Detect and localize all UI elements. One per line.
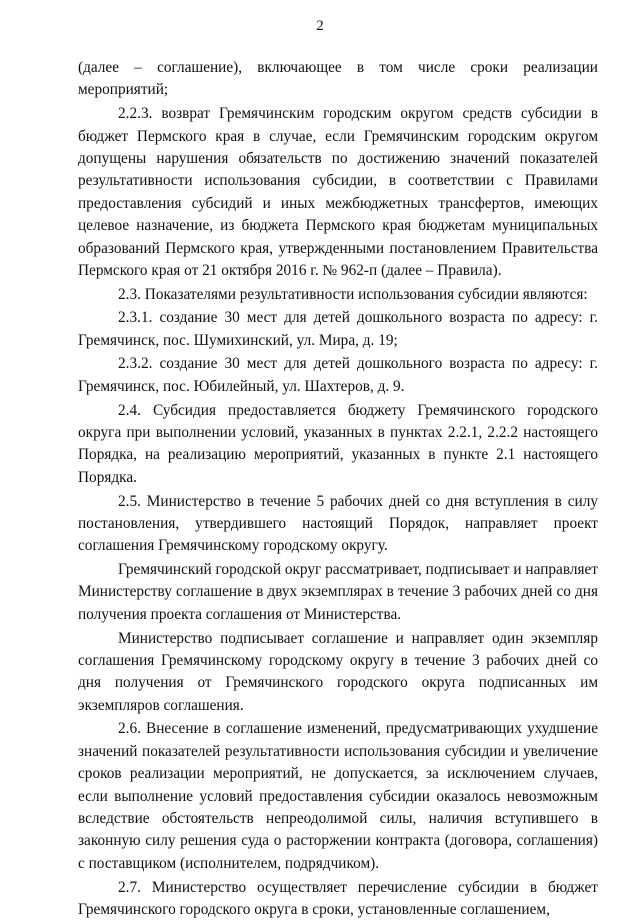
paragraph-continuation: (далее – соглашение), включающее в том числе сроки реализации мероприятий; <box>78 59 598 99</box>
paragraph-2-3-1: 2.3.1. создание 30 мест для детей дошкольного возраста по адресу: г. Гремячинск, пос. Шумихинский, ул. Мира, д. 19; <box>78 309 598 349</box>
paragraph-2-5: 2.5. Министерство в течение 5 рабочих дней со дня вступления в силу постановления, утвердившего настоящий Порядок, направляет проект соглашения Гремячинскому городскому округу. <box>78 492 598 555</box>
paragraph-2-4: 2.4. Субсидия предоставляется бюджету Гремячинского городского округа при выполнении условий, указанных в пунктах 2.2.1, 2.2.2 настоящего Порядка, на реализацию мероприятий, указанных в пункте 2.1 настоящего Порядка. <box>78 401 598 486</box>
paragraph-2-7: 2.7. Министерство осуществляет перечисление субсидии в бюджет Гремячинского городского округа в сроки, установленные соглашением, <box>78 878 598 918</box>
paragraph-2-5-b: Гремячинский городской округ рассматривает, подписывает и направляет Министерству соглашение в двух экземплярах в течение 3 рабочих дней со дня получения проекта соглашения от Министерства. <box>78 561 598 623</box>
paragraph-2-5-c: Министерство подписывает соглашение и направляет один экземпляр соглашения Гремячинскому городскому округу в течение 3 рабочих дней со дня получения от Гремячинского городского округа подписанных им экземпляров соглашения. <box>78 629 598 714</box>
paragraph-2-3: 2.3. Показателями результативности использования субсидии являются: <box>118 285 588 303</box>
page-number: 2 <box>316 18 324 34</box>
document-body <box>78 57 598 921</box>
paragraph-2-3-2: 2.3.2. создание 30 мест для детей дошкольного возраста по адресу: г. Гремячинск, пос. Юбилейный, ул. Шахтеров, д. 9. <box>78 355 598 395</box>
paragraph-2-6: 2.6. Внесение в соглашение изменений, предусматривающих ухудшение значений показателей результативности использования субсидии и увеличение сроков реализации мероприятий, не допускается, за исключением случаев, если выполнение условий предоставления субсидии оказалось невозможным вследствие обстоятельств непреодолимой силы, наличия вступившего в законную силу решения суда о расторжении контракта (договора, соглашения) с поставщиком (исполнителем, подрядчиком). <box>78 720 598 872</box>
paragraph-2-2-3: 2.2.3. возврат Гремячинским городским округом средств субсидии в бюджет Пермского края в случае, если Гремячинским городским округом допущены нарушения обязательств по достижению значений показателей результативности использования субсидии, в соответствии с Правилами предоставления субсидий и иных межбюджетных трансфертов, имеющих целевое назначение, из бюджета Пермского края бюджетам муниципальных образований Пермского края, утвержденными постановлением Правительства Пермского края от 21 октября 2016 г. № 962-п (далее – Правила). <box>78 105 598 279</box>
